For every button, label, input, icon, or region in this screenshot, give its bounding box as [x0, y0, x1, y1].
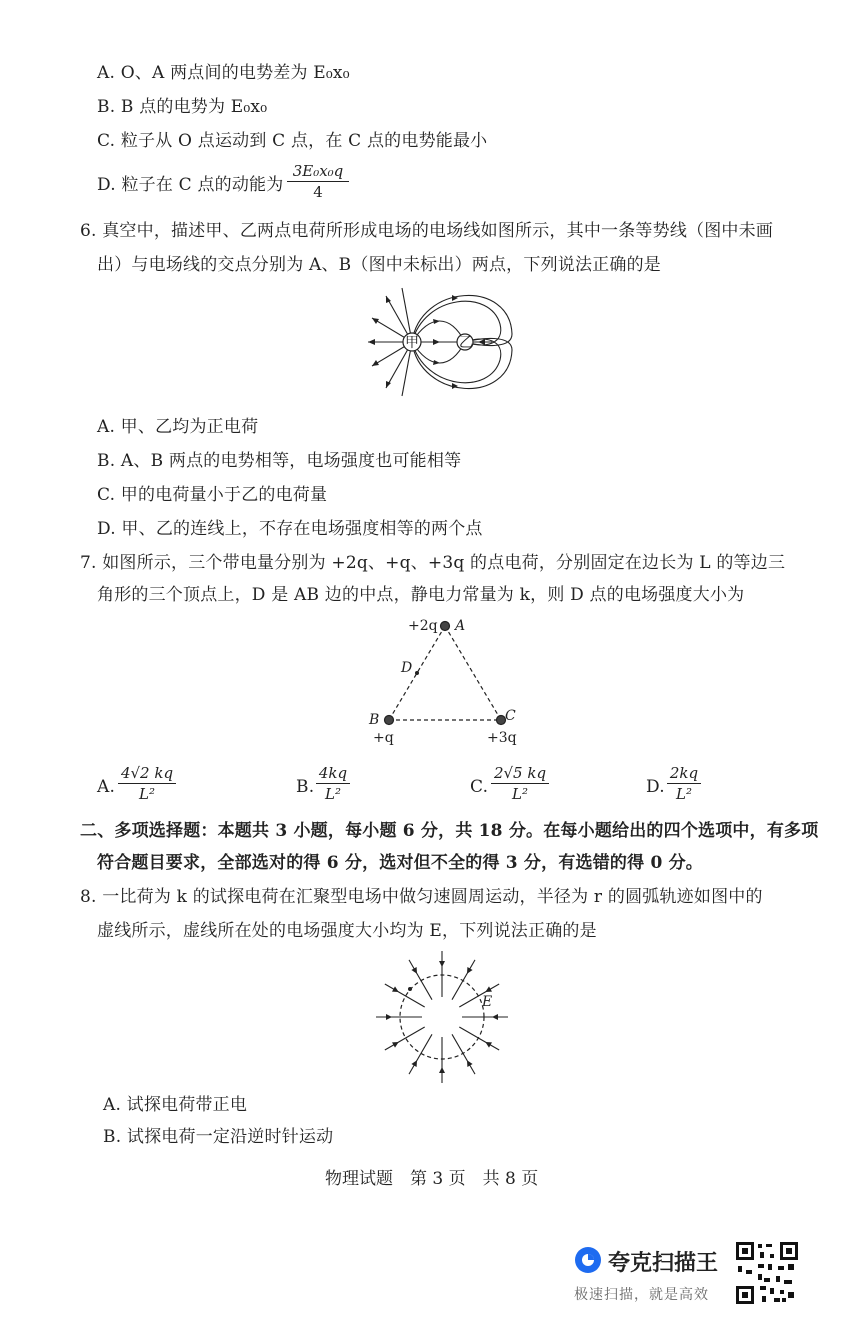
- q7-label-a: A: [455, 618, 466, 634]
- q6-label-yi: 乙: [459, 335, 473, 351]
- q5-option-c: C. 粒子从 O 点运动到 C 点，在 C 点的电势能最小: [97, 131, 488, 151]
- q5-option-a: A. O、A 两点间的电势差为 E₀x₀: [97, 63, 350, 83]
- q6-option-c: C. 甲的电荷量小于乙的电荷量: [97, 485, 328, 505]
- q7-option-c-prefix: C.: [470, 777, 489, 797]
- qr-code-icon: [734, 1240, 800, 1306]
- field-ray: [452, 960, 475, 1000]
- q7-triangle-figure: [365, 612, 525, 747]
- q8-stem-line2: 虚线所示，虚线所在处的电场强度大小均为 E，下列说法正确的是: [97, 921, 597, 941]
- section2-heading-line2: 符合题目要求，全部选对的得 6 分，选对但不全的得 3 分，有选错的得 0 分。: [97, 853, 703, 873]
- scanner-logo-icon: [574, 1246, 602, 1274]
- q6-stem-line1: 6. 真空中，描述甲、乙两点电荷所形成电场的电场线如图所示，其中一条等势线（图中未画: [80, 221, 774, 241]
- q5-option-d: D. 粒子在 C 点的动能为: [97, 175, 284, 195]
- q7-label-b-charge: +q: [373, 730, 394, 746]
- q6-option-d: D. 甲、乙的连线上，不存在电场强度相等的两个点: [97, 519, 483, 539]
- q7-stem-line1: 7. 如图所示，三个带电量分别为 +2q、+q、+3q 的点电荷，分别固定在边长为 L 的等边三: [80, 553, 786, 573]
- field-arrowhead: [492, 1014, 498, 1020]
- q6-label-jia: 甲: [405, 335, 419, 351]
- q8-option-b: B. 试探电荷一定沿逆时针运动: [103, 1127, 334, 1147]
- q8-label-e: E: [482, 994, 493, 1010]
- q7-option-b-prefix: B.: [296, 777, 315, 797]
- q7-option-b-fraction: 4kq L²: [316, 764, 350, 803]
- q7-label-c: C: [505, 708, 516, 724]
- field-arrowhead: [439, 961, 445, 967]
- field-arrowhead: [386, 1014, 392, 1020]
- q6-stem-line2: 出）与电场线的交点分别为 A、B（图中未标出）两点，下列说法正确的是: [97, 255, 661, 275]
- q7-label-c-charge: +3q: [487, 730, 517, 746]
- field-arrowhead: [439, 1067, 445, 1073]
- q8-stem-line1: 8. 一比荷为 k 的试探电荷在汇聚型电场中做匀速圆周运动，半径为 r 的圆弧轨迹如图中的: [80, 887, 763, 907]
- field-ray: [459, 984, 499, 1007]
- field-ray: [459, 1027, 499, 1050]
- q6-option-a: A. 甲、乙均为正电荷: [97, 417, 259, 437]
- field-ray: [409, 960, 432, 1000]
- q5-option-d-fraction: 3E₀x₀q 4: [287, 162, 349, 201]
- q5-option-b: B. B 点的电势为 E₀x₀: [97, 97, 268, 117]
- field-ray: [385, 984, 425, 1007]
- q7-option-c-fraction: 2√5 kq L²: [491, 764, 549, 803]
- q8-converging-field-figure: [372, 952, 512, 1082]
- field-ray: [452, 1034, 475, 1074]
- q7-option-d-prefix: D.: [646, 777, 665, 797]
- field-ray: [385, 1027, 425, 1050]
- q7-label-a-charge: +2q: [408, 618, 438, 634]
- scanner-brand: 夸克扫描王: [608, 1251, 719, 1276]
- section2-heading-line1: 二、多项选择题：本题共 3 小题，每小题 6 分，共 18 分。在每小题给出的四个选项中，有多项: [80, 821, 819, 841]
- q6-option-b: B. A、B 两点的电势相等，电场强度也可能相等: [97, 451, 462, 471]
- q8-option-a: A. 试探电荷带正电: [103, 1095, 248, 1115]
- q6-field-line-figure: [360, 284, 520, 404]
- q7-option-d-fraction: 2kq L²: [667, 764, 701, 803]
- q7-option-a-prefix: A.: [97, 777, 116, 797]
- q7-option-a-fraction: 4√2 kq L²: [118, 764, 176, 803]
- scanner-slogan: 极速扫描，就是高效: [574, 1287, 709, 1303]
- page-footer: 物理试题 第 3 页 共 8 页: [325, 1169, 539, 1189]
- q7-label-d: D: [401, 660, 413, 676]
- q7-stem-line2: 角形的三个顶点上，D 是 AB 边的中点，静电力常量为 k，则 D 点的电场强度大小为: [97, 585, 745, 605]
- q7-label-b: B: [369, 712, 380, 728]
- field-ray: [409, 1034, 432, 1074]
- scanner-watermark: [572, 1244, 862, 1314]
